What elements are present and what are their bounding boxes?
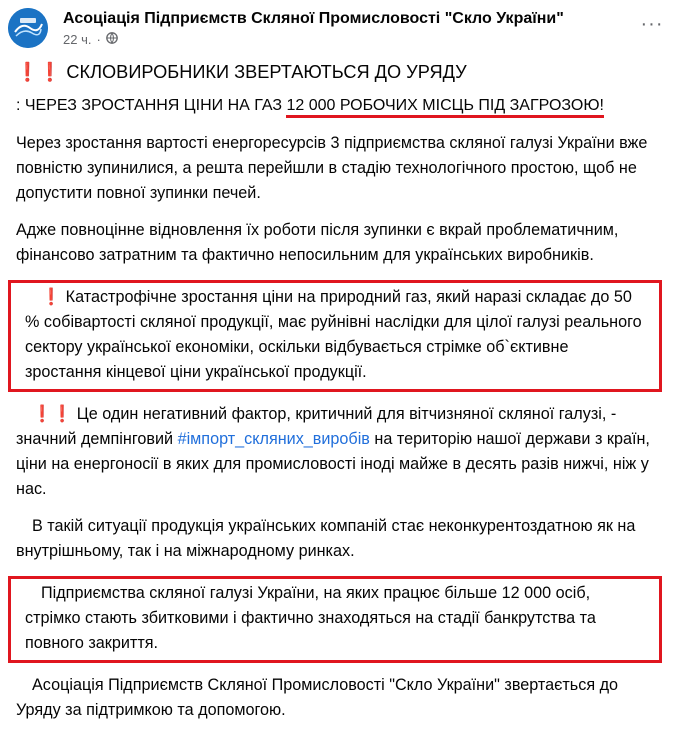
post-body bbox=[16, 60, 666, 735]
paragraph-4 bbox=[16, 402, 666, 502]
exclamation-icon: ❗ bbox=[38, 62, 62, 82]
paragraph-4-text-b: на територію нашої держави з країн, ціни на енергоносії в яких для промисловості іноді майже в десять разів нижчі, ніж у нас. bbox=[16, 430, 650, 498]
paragraph-6: Підприємства скляної галузі України, на яких працює більше 12 000 осіб, стрімко стають збитковими і фактично знаходяться на стадії банкрутства та повного закриття. bbox=[25, 584, 596, 652]
paragraph-3-wrapper bbox=[25, 285, 647, 385]
paragraph-6-wrapper bbox=[25, 581, 647, 656]
headline-underlined-text: 12 000 РОБОЧИХ МІСЦЬ ПІД ЗАГРОЗОЮ! bbox=[286, 97, 603, 118]
paragraph-4-text-a: Це один негативний фактор, критичний для вітчизняної скляної галузі, - значний демпінговий bbox=[16, 405, 617, 448]
headline-text-1: СКЛОВИРОБНИКИ ЗВЕРТАЮТЬСЯ ДО УРЯДУ bbox=[66, 62, 467, 82]
paragraph-2: Адже повноцінне відновлення їх роботи після зупинки є вкрай проблематичним, фінансово затратним та фактично непосильним для українських виробників. bbox=[16, 221, 619, 264]
post-header bbox=[8, 6, 673, 54]
skloukrainy-logo-icon bbox=[8, 8, 48, 48]
globe-icon[interactable] bbox=[106, 32, 118, 47]
post-timestamp[interactable]: 22 ч. bbox=[63, 32, 92, 47]
meta-separator: · bbox=[96, 32, 101, 47]
exclamation-icon: ❗ bbox=[52, 405, 73, 423]
paragraph-3: Катастрофічне зростання ціни на природний газ, який наразі складає до 50 % собівартості скляної продукції, має руйнівні наслідки для цілої галузі реального сектору української економіки, оскільки відбувається стрімке об`єктивне зростання кінцевої ціни української продукції. bbox=[25, 288, 642, 381]
post-headline bbox=[16, 60, 666, 85]
ukraine-flag-icon bbox=[474, 65, 494, 79]
paragraph-1: Через зростання вартості енергоресурсів 3 підприємства скляної галузі України вже повністю зупинилися, а решта перейшли в стадію технологічного простою, щоб не допустити повної зупинки печей. bbox=[16, 134, 648, 202]
exclamation-icon: ❗ bbox=[16, 62, 39, 82]
exclamation-icon: ❗ bbox=[32, 405, 53, 423]
highlight-box-1 bbox=[8, 280, 662, 392]
more-options-button[interactable]: ··· bbox=[640, 12, 664, 35]
post-meta bbox=[63, 32, 118, 47]
page-avatar[interactable] bbox=[8, 8, 48, 48]
page-name-link[interactable]: Асоціація Підприємств Скляної Промисловості "Скло України" bbox=[63, 10, 564, 27]
paragraph-5: В такій ситуації продукція українських компаній стає неконкурентоздатною як на внутрішньому, так і на міжнародному ринках. bbox=[16, 517, 636, 560]
hashtag-link[interactable]: #імпорт_скляних_виробів bbox=[177, 430, 370, 448]
paragraph-7-wrapper bbox=[16, 673, 666, 723]
paragraph-7: Асоціація Підприємств Скляної Промисловості "Скло України" звертається до Уряду за підтримкою та допомогою. bbox=[16, 676, 619, 719]
headline-text-2: : ЧЕРЕЗ ЗРОСТАННЯ ЦІНИ НА ГАЗ bbox=[16, 97, 287, 114]
exclamation-icon: ❗ bbox=[41, 288, 62, 306]
highlight-box-2 bbox=[8, 576, 662, 663]
paragraph-5-wrapper bbox=[16, 514, 666, 564]
